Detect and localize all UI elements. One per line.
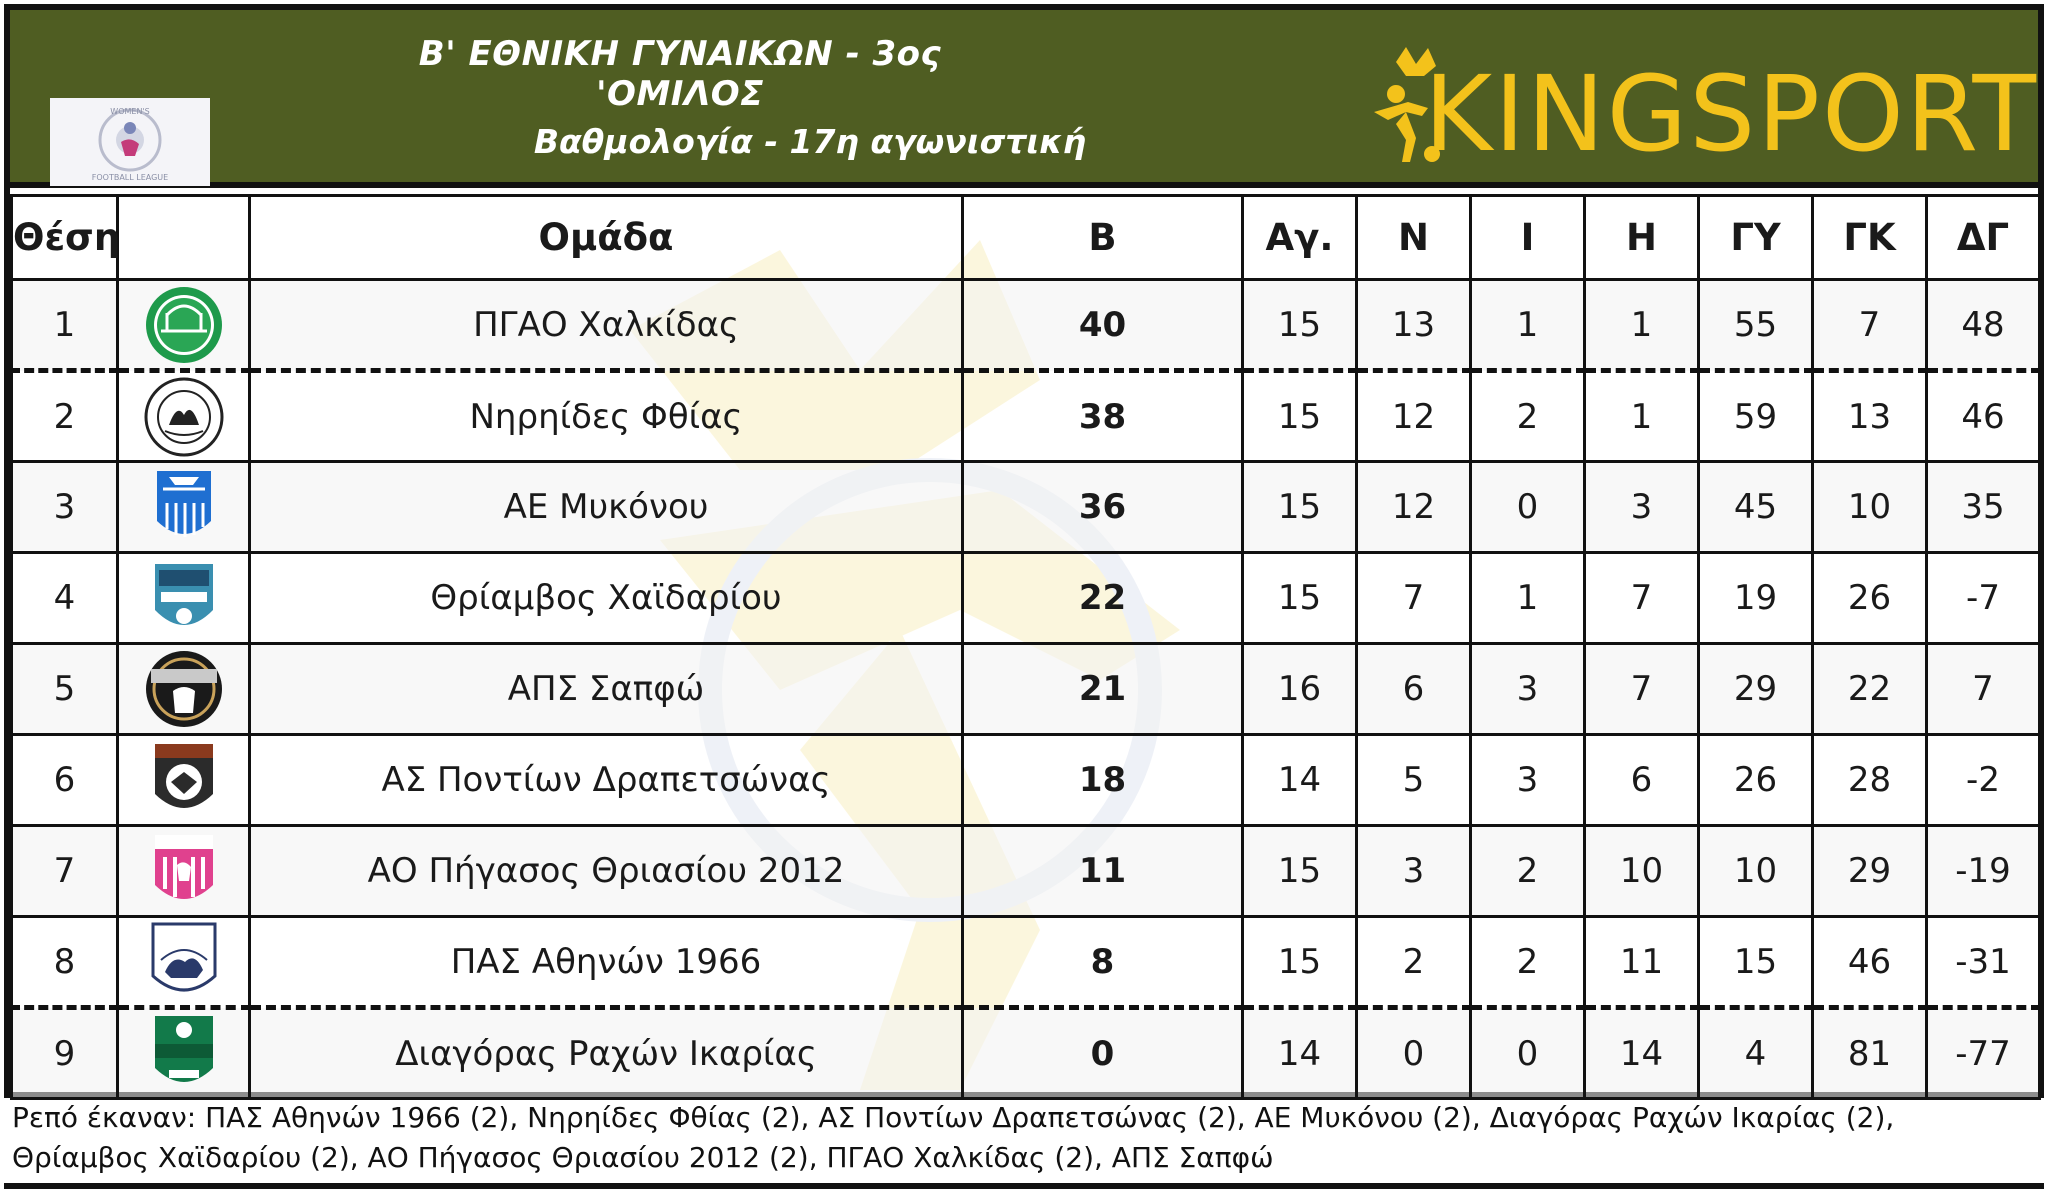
table-header-row bbox=[12, 196, 2040, 280]
goal-difference-cell: -19 bbox=[1927, 826, 2040, 917]
goal-difference-cell: -31 bbox=[1927, 917, 2040, 1008]
goals-against-cell: 29 bbox=[1813, 826, 1927, 917]
wins-cell: 12 bbox=[1357, 462, 1471, 553]
table-row bbox=[12, 280, 2040, 371]
column-header-losses: Η bbox=[1585, 196, 1699, 280]
points-cell: 40 bbox=[963, 280, 1243, 371]
goals-against-cell: 13 bbox=[1813, 371, 1927, 462]
page-subtitle: Βαθμολογία - 17η αγωνιστική bbox=[533, 122, 1087, 161]
team-name-cell: ΑΣ Ποντίων Δραπετσώνας bbox=[250, 735, 963, 826]
team-name-cell: Διαγόρας Ραχών Ικαρίας bbox=[250, 1008, 963, 1099]
goals-against-cell: 81 bbox=[1813, 1008, 1927, 1099]
wins-cell: 0 bbox=[1357, 1008, 1471, 1099]
crest-cell bbox=[118, 553, 250, 644]
pgao-chalkida-crest-icon bbox=[143, 283, 225, 367]
crest-cell bbox=[118, 917, 250, 1008]
goal-difference-cell: 46 bbox=[1927, 371, 2040, 462]
losses-cell: 3 bbox=[1585, 462, 1699, 553]
draws-cell: 3 bbox=[1471, 735, 1585, 826]
goals-for-cell: 15 bbox=[1699, 917, 1813, 1008]
played-cell: 16 bbox=[1243, 644, 1357, 735]
diagoras-rachon-ikarias-crest-icon bbox=[143, 1012, 225, 1096]
draws-cell: 0 bbox=[1471, 462, 1585, 553]
wins-cell: 2 bbox=[1357, 917, 1471, 1008]
rest-note: Ρεπό έκαναν: ΠΑΣ Αθηνών 1966 (2), Νηρηίδες Φθίας (2), ΑΣ Ποντίων Δραπετσώνας (2), ΑΕ Μυκόνου (2), Διαγόρας Ραχών Ικαρίας (2), Θρίαμβος Χαϊδαρίου (2), ΑΟ Πήγασος Θριασίου 2012 (2), ΠΓΑΟ Χαλκίδας (2), ΑΠΣ Σαπφώ bbox=[12, 1101, 1895, 1174]
goal-difference-cell: -77 bbox=[1927, 1008, 2040, 1099]
goals-against-cell: 10 bbox=[1813, 462, 1927, 553]
losses-cell: 14 bbox=[1585, 1008, 1699, 1099]
table-row bbox=[12, 553, 2040, 644]
crest-cell bbox=[118, 826, 250, 917]
crest-cell bbox=[118, 371, 250, 462]
position-cell: 4 bbox=[12, 553, 118, 644]
team-name-cell: ΠΑΣ Αθηνών 1966 bbox=[250, 917, 963, 1008]
table-row bbox=[12, 371, 2040, 462]
column-header-goals-for: ΓΥ bbox=[1699, 196, 1813, 280]
womens-football-league-logo-icon bbox=[50, 98, 210, 186]
wins-cell: 12 bbox=[1357, 371, 1471, 462]
table-row bbox=[12, 1008, 2040, 1099]
goal-difference-cell: 35 bbox=[1927, 462, 2040, 553]
losses-cell: 1 bbox=[1585, 280, 1699, 371]
played-cell: 15 bbox=[1243, 280, 1357, 371]
position-cell: 6 bbox=[12, 735, 118, 826]
goals-for-cell: 59 bbox=[1699, 371, 1813, 462]
goals-against-cell: 7 bbox=[1813, 280, 1927, 371]
points-cell: 36 bbox=[963, 462, 1243, 553]
goal-difference-cell: 7 bbox=[1927, 644, 2040, 735]
kingsport-logo bbox=[1366, 32, 2046, 182]
table-row bbox=[12, 644, 2040, 735]
points-cell: 18 bbox=[963, 735, 1243, 826]
table-row bbox=[12, 917, 2040, 1008]
goals-for-cell: 45 bbox=[1699, 462, 1813, 553]
losses-cell: 7 bbox=[1585, 644, 1699, 735]
played-cell: 14 bbox=[1243, 1008, 1357, 1099]
draws-cell: 1 bbox=[1471, 553, 1585, 644]
goal-difference-cell: -7 bbox=[1927, 553, 2040, 644]
goals-for-cell: 19 bbox=[1699, 553, 1813, 644]
standings-card bbox=[4, 4, 2044, 1098]
wins-cell: 5 bbox=[1357, 735, 1471, 826]
column-header-points: Β bbox=[963, 196, 1243, 280]
column-header-wins: Ν bbox=[1357, 196, 1471, 280]
brand-name: KINGSPORT bbox=[1424, 53, 2039, 175]
crest-cell bbox=[118, 462, 250, 553]
draws-cell: 1 bbox=[1471, 280, 1585, 371]
played-cell: 15 bbox=[1243, 553, 1357, 644]
goals-against-cell: 26 bbox=[1813, 553, 1927, 644]
team-name-cell: ΑΕ Μυκόνου bbox=[250, 462, 963, 553]
bottom-divider bbox=[4, 1183, 2044, 1189]
table-row bbox=[12, 462, 2040, 553]
position-cell: 2 bbox=[12, 371, 118, 462]
goal-difference-cell: 48 bbox=[1927, 280, 2040, 371]
played-cell: 15 bbox=[1243, 371, 1357, 462]
losses-cell: 10 bbox=[1585, 826, 1699, 917]
team-name-cell: ΠΓΑΟ Χαλκίδας bbox=[250, 280, 963, 371]
crest-cell bbox=[118, 280, 250, 371]
ae-mykonou-crest-icon bbox=[143, 465, 225, 549]
points-cell: 8 bbox=[963, 917, 1243, 1008]
points-cell: 21 bbox=[963, 644, 1243, 735]
points-cell: 11 bbox=[963, 826, 1243, 917]
wins-cell: 13 bbox=[1357, 280, 1471, 371]
position-cell: 8 bbox=[12, 917, 118, 1008]
points-cell: 38 bbox=[963, 371, 1243, 462]
column-header-goal-difference: ΔΓ bbox=[1927, 196, 2040, 280]
played-cell: 15 bbox=[1243, 917, 1357, 1008]
table-row bbox=[12, 826, 2040, 917]
position-cell: 7 bbox=[12, 826, 118, 917]
losses-cell: 1 bbox=[1585, 371, 1699, 462]
goal-difference-cell: -2 bbox=[1927, 735, 2040, 826]
goals-against-cell: 28 bbox=[1813, 735, 1927, 826]
crest-cell bbox=[118, 735, 250, 826]
position-cell: 1 bbox=[12, 280, 118, 371]
crest-cell bbox=[118, 1008, 250, 1099]
column-header-crest bbox=[118, 196, 250, 280]
ao-pigasos-thriasiou-crest-icon bbox=[143, 829, 225, 913]
svg-text:WOMEN'S: WOMEN'S bbox=[110, 107, 150, 116]
goals-for-cell: 26 bbox=[1699, 735, 1813, 826]
wins-cell: 7 bbox=[1357, 553, 1471, 644]
as-pontion-drapetsonas-crest-icon bbox=[143, 738, 225, 822]
column-header-team: Ομάδα bbox=[250, 196, 963, 280]
draws-cell: 2 bbox=[1471, 826, 1585, 917]
points-cell: 0 bbox=[963, 1008, 1243, 1099]
goals-against-cell: 22 bbox=[1813, 644, 1927, 735]
svg-text:FOOTBALL LEAGUE: FOOTBALL LEAGUE bbox=[91, 173, 169, 182]
pas-athinon-1966-crest-icon bbox=[143, 920, 225, 1004]
goals-for-cell: 55 bbox=[1699, 280, 1813, 371]
table-row bbox=[12, 735, 2040, 826]
position-cell: 3 bbox=[12, 462, 118, 553]
played-cell: 14 bbox=[1243, 735, 1357, 826]
draws-cell: 3 bbox=[1471, 644, 1585, 735]
team-name-cell: ΑΠΣ Σαπφώ bbox=[250, 644, 963, 735]
standings-table bbox=[10, 194, 2041, 1100]
team-name-cell: ΑΟ Πήγασος Θριασίου 2012 bbox=[250, 826, 963, 917]
played-cell: 15 bbox=[1243, 826, 1357, 917]
column-header-position: Θέση bbox=[12, 196, 118, 280]
wins-cell: 6 bbox=[1357, 644, 1471, 735]
points-cell: 22 bbox=[963, 553, 1243, 644]
thriamvos-chaidariou-crest-icon bbox=[143, 556, 225, 640]
goals-for-cell: 29 bbox=[1699, 644, 1813, 735]
crest-cell bbox=[118, 644, 250, 735]
position-cell: 5 bbox=[12, 644, 118, 735]
goals-for-cell: 4 bbox=[1699, 1008, 1813, 1099]
column-header-draws: Ι bbox=[1471, 196, 1585, 280]
goals-for-cell: 10 bbox=[1699, 826, 1813, 917]
wins-cell: 3 bbox=[1357, 826, 1471, 917]
draws-cell: 0 bbox=[1471, 1008, 1585, 1099]
nireides-fthias-crest-icon bbox=[143, 375, 225, 459]
losses-cell: 11 bbox=[1585, 917, 1699, 1008]
column-header-goals-against: ΓΚ bbox=[1813, 196, 1927, 280]
goals-against-cell: 46 bbox=[1813, 917, 1927, 1008]
page-title: Β' ΕΘΝΙΚΗ ΓΥΝΑΙΚΩΝ - 3ος 'ΟΜΙΛΟΣ bbox=[418, 34, 942, 114]
column-header-played: Αγ. bbox=[1243, 196, 1357, 280]
position-cell: 9 bbox=[12, 1008, 118, 1099]
header-banner bbox=[10, 10, 2038, 188]
losses-cell: 6 bbox=[1585, 735, 1699, 826]
played-cell: 15 bbox=[1243, 462, 1357, 553]
team-name-cell: Θρίαμβος Χαϊδαρίου bbox=[250, 553, 963, 644]
draws-cell: 2 bbox=[1471, 371, 1585, 462]
draws-cell: 2 bbox=[1471, 917, 1585, 1008]
aps-sapfo-crest-icon bbox=[143, 647, 225, 731]
team-name-cell: Νηρηίδες Φθίας bbox=[250, 371, 963, 462]
losses-cell: 7 bbox=[1585, 553, 1699, 644]
